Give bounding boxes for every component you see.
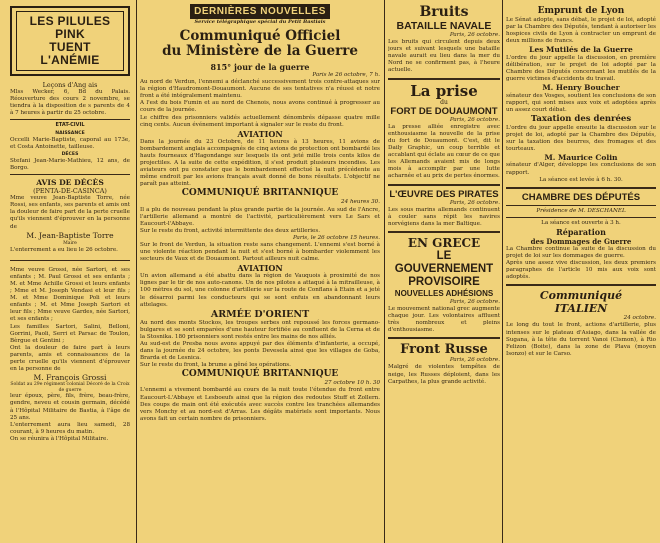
paragraph: La Chambre continue la suite de la discussion du projet de loi sur les dommages de guerre. bbox=[506, 245, 656, 259]
dateline: 27 octobre 10 h. 30 bbox=[324, 380, 380, 387]
paragraph: Le long du tout le front, actions d'artillerie, plus intenses sur le plateau d'Asiago, dans la vallée de Sugana, à la tête du torrent Vanoi (Cismon), à Rio Felizon (Boite), dans la zone de Plava (moyen Isonzo) et sur le Carso. bbox=[506, 322, 656, 357]
dateline: Paris, 26 octobre. bbox=[449, 116, 500, 123]
births-text: Occelli Marie-Baptiste, caporal au 173e, et Costa Antoinette, tailleuse. bbox=[10, 136, 130, 150]
paragraph: Un avion allemand a été abattu dans la région de Vauquois à proximité de nos lignes par le tir de nos auto-canons. Un de nos pilotes a attaqué à la mitrailleuse, à 100 mètres du sol, une colonne d'artillerie sur la route de Conflans à Etain et a jeté le désarroi parmi les conducteurs qui se sont enfuis en abandonnant leurs attelages. bbox=[140, 273, 380, 308]
italien-title-1: Communiqué bbox=[539, 289, 623, 303]
dateline: Paris, le 26 octobre 15 heures. bbox=[292, 234, 380, 241]
avis-place: (PENTA-DE-CASINCA) bbox=[33, 187, 107, 196]
bruits-title: Bruits bbox=[419, 4, 469, 20]
section-aviation: AVIATION bbox=[237, 128, 283, 139]
bruits-subtitle: BATAILLE NAVALE bbox=[396, 20, 492, 32]
adhesions-title: NOUVELLES ADHÉSIONS bbox=[394, 288, 494, 298]
paragraph: Sur le reste du front, activité intermittente des deux artilleries. bbox=[140, 227, 321, 234]
column-left bbox=[0, 0, 134, 543]
column-news bbox=[388, 0, 500, 543]
grossi-text3: Ont la douleur de faire part à leurs parents, amis et connaissances de la perte cruelle qu'ils viennent d'éprouver en la personne de bbox=[10, 344, 130, 373]
deaths-title: DÉCES bbox=[61, 151, 79, 157]
paragraph: Le Sénat adopte, sans débat, le projet de loi, adopté par la Chambre des Députés, tendant à autoriser les hospices civils de Lyon à contracter un emprunt de deux millions de francs. bbox=[506, 17, 656, 45]
dateline: 24 octobre. bbox=[623, 315, 656, 322]
taxation-title: Taxation des denrées bbox=[530, 114, 632, 125]
section-britannique-2: COMMUNIQUÉ BRITANNIQUE bbox=[181, 369, 339, 380]
section-orient: ARMÉE D'ORIENT bbox=[210, 308, 310, 320]
paragraph: L'ennemi a vivement bombardé au cours de la nuit toute l'étendue du front entre Eaucourt-L'Abbaye et Lesboeufs ainsi que la région des redoutes Stuff et Zollern. Des coups de main ont été exécutés avec succès contre les tranchées allemandes vers Monchy et au nord-est d'Arras. Les dégâts matériels sont importants. Nous avons fait un certain nombre de prisonniers. bbox=[140, 387, 380, 422]
paragraph: Le chiffre des prisonniers validés actuellement dénombrés dépasse quatre mille cinq cents. Aucun événement important à signaler sur le reste du front. bbox=[140, 114, 380, 128]
chambre-title: CHAMBRE DES DÉPUTÉS bbox=[521, 191, 641, 203]
headline-1: Communiqué Officiel bbox=[179, 28, 341, 44]
paragraph: Sur le reste du front, la brume a gêné les opérations. bbox=[140, 362, 291, 369]
mutiles-title: Les Mutilés de la Guerre bbox=[529, 45, 633, 55]
paragraph: Au nord de Verdun, l'ennemi a déclanché successivement trois contre-attaques sur la région d'Haudromont-Douaumont. Aucune de ses tentatives n'a réussi et notre front a été intégralement maintenu. bbox=[140, 79, 380, 100]
paragraph: Après une assez vive discussion, les deux premiers paragraphes de l'article 10 mis aux voix sont adoptés. bbox=[506, 260, 656, 281]
paragraph: Sur le front de Verdun, la situation reste sans changement. L'ennemi s'est borné à une violente réaction pendant la nuit et s'est borné à bombarder violemment les secteurs de Vaux et de Douaumont. Partout ailleurs nuit calme. bbox=[140, 241, 380, 263]
colin-title: M. Maurice Colin bbox=[544, 152, 618, 162]
paragraph: Au nord des monts Stockos, les troupes serbes ont repoussé les forces germano-bulgares et se sont emparées d'une hauteur fortifiée au confluent de la Cerna et de la Stosnika. 180 prisonniers sont restés entre les mains de nos alliés. bbox=[140, 319, 380, 340]
avis-name: M. Jean-Baptiste Torre bbox=[26, 230, 114, 240]
etat-civil-title: ETAT-CIVIL bbox=[55, 122, 85, 129]
prise-title: La prise bbox=[410, 81, 478, 100]
avis-role: Maire bbox=[63, 240, 77, 246]
italien-title-2: ITALIEN bbox=[554, 302, 608, 316]
lessons-text: Mlss Wecker, 6, Bd du Palais. Réouverture des cours 2 novembre, se tiendra à la disposition de s parents de 4 à 7 heures à partir du 25 octobre. bbox=[10, 89, 130, 117]
births-title: NAISSANCE bbox=[55, 130, 85, 136]
presidence: Présidence de M. DESCHANEL bbox=[536, 207, 626, 214]
section-aviation-2: AVIATION bbox=[237, 263, 283, 274]
paragraph: L'ordre du jour appelle ensuite la discussion sur le projet de loi, adopté par la Chambre des Députés, sur la taxation des beurres, des fromages et des tourteaux. bbox=[506, 124, 656, 152]
reparation-title-2: des Dommages de Guerre bbox=[530, 236, 632, 246]
ad-line: LES PILULES PINK bbox=[29, 14, 111, 41]
gouv-title-2: PROVISOIRE bbox=[408, 275, 480, 288]
column-main bbox=[140, 0, 380, 543]
reparation-title-1: Réparation bbox=[556, 226, 606, 237]
grossi-name: M. François Grossi bbox=[33, 373, 107, 383]
column-rule bbox=[384, 0, 385, 543]
dateline: Paris, 26 octobre. bbox=[449, 298, 500, 305]
grece-title: EN GRECE bbox=[407, 235, 481, 250]
grossi-text4: leur époux, père, fils, frère, beau-frère, gendre, neveu et cousin germain, décédé à l'Hôpital Militaire de Bastia, à l'âge de 25 ans. bbox=[10, 393, 130, 421]
emprunt-title: Emprunt de Lyon bbox=[537, 6, 625, 16]
paragraph: Au sud-est de Presba nous avons appuyé par des éléments d'infanterie, a occupé, dans la journée du 24 octobre, les ponts Devesela ainsi que les villages de Goba, Brarda et de Lesnica. bbox=[140, 341, 380, 362]
column-rule bbox=[136, 0, 137, 543]
day-title: 815° jour de la guerre bbox=[210, 62, 310, 72]
prise-subtitle: FORT DE DOUAUMONT bbox=[390, 105, 498, 117]
seance-ouverte: La séance est ouverte à 3 h. bbox=[541, 219, 621, 226]
paragraph: Les sous marins allemands continuent à couler sans répit les navires norvégiens dans la mer Baltique. bbox=[388, 206, 500, 227]
paragraph: La presse alliée enregistre avec enthousiasme la nouvelle de la prise du fort de Douaumont. C'est, dit le Daily Graphic, un coup terrible et accablant qui éclate au cœur de ce que les Allemands avaient mis de longs mois à accomplir par une lutte acharnée et au prix de pertes énormes. bbox=[388, 123, 500, 180]
paragraph: Il a plu de nouveau pendant la plus grande partie de la journée. Au sud de l'Ancre, l'artillerie allemand a montré de l'activité, particulièrement vers Le Sars et Eaucourt-l'Abbaye. bbox=[140, 206, 380, 227]
deaths-text: Stefani Jean-Marie-Mathieu, 12 ans, de Borgo. bbox=[10, 157, 130, 172]
ad-line: TUENT L'ANÉMIE bbox=[40, 40, 100, 67]
dateline: 24 heures 30. bbox=[341, 199, 380, 206]
avis-text: Mme veuve Jean-Baptiste Torre, née Rossi, ses enfants, ses parents et amis ont la douleur de faire part de la perte cruelle qu'ils viennent d'éprouver en la personne de bbox=[10, 195, 130, 230]
section-britannique: COMMUNIQUÉ BRITANNIQUE bbox=[181, 188, 339, 199]
paragraph: Dans la journée du 23 Octobre, de 11 heures à 13 heures, 11 avions de bombardement anglais accompagnés de cinq avions de protection ont bombardé les hauts fourneaux d'Hagondange sur lesquels ils ont jeté mille trois cents kilos de projectiles. A la suite de cette expédition, il s'est produit plusieurs incendies. Les aviateurs ont pu constater que le bombardement effectué la nuit précédente au même endroit par les avions français avait donné de bons résultats. L'objectif ne paraît pas atteint. bbox=[140, 138, 380, 188]
seance-levee: La séance est levée à 6 h. 30. bbox=[539, 176, 623, 183]
headline-2: du Ministère de la Guerre bbox=[162, 43, 358, 59]
grossi-text2: Les familles Sartori, Salini, Belloni, Gorrini, Paoli, Serri et Parsac de Toulon, Bèrgue et Gentini ; bbox=[10, 323, 130, 344]
paragraph: L'ordre du jour appelle la discussion, en première délibération, sur le projet de loi adopté par la Chambre des Députés concernant les mutilés de la guerre victimes d'accidents du travail. bbox=[506, 54, 656, 83]
paragraph: A l'est du bois Fumin et au nord de Chenois, nous avons continué à progresser au cours de la journée. bbox=[140, 100, 380, 114]
paragraph: Les bruits qui circulent depuis deux jours et suivant lesquels une bataille navale aurait eu lieu dans la mer du Nord ne se confirment pas, à l'heure actuelle. bbox=[388, 39, 500, 74]
grossi-text5: L'enterrement aura lieu samedi, 28 courant, à 9 heures du matin. bbox=[10, 421, 130, 435]
gouv-title-1: LE GOUVERNEMENT bbox=[394, 249, 494, 275]
dateline: Paris, 26 octobre. bbox=[449, 199, 500, 206]
column-right bbox=[506, 0, 656, 543]
dateline: Paris, 26 octobre. bbox=[449, 357, 500, 364]
dateline: Paris, 26 octobre. bbox=[449, 32, 500, 38]
prise-du: du bbox=[440, 98, 448, 106]
lessons-title: Leçons d'Ang ais bbox=[42, 81, 98, 89]
paragraph: sénateur d'Alger, développe les conclusions de son rapport. bbox=[506, 162, 656, 176]
banner bbox=[190, 4, 330, 19]
avis-text2: L'enterrement a eu lieu le 26 octobre. bbox=[10, 246, 118, 253]
banner-sub: Service télégraphique spécial du Petit Bastiais bbox=[194, 19, 326, 25]
grossi-text6: On se réunira à l'Hôpital Militaire. bbox=[10, 435, 109, 442]
pink-pills-ad bbox=[10, 6, 130, 76]
column-rule bbox=[502, 0, 503, 543]
banner-title: DERNIÈRES NOUVELLES bbox=[194, 6, 326, 17]
front-title: Front Russe bbox=[400, 342, 488, 358]
grossi-text: Mme veuve Grossi, née Sartori, et ses enfants ; M. Paul Grossi et ses enfants ; M. et Mme Achille Grossi et leurs enfants ; Mme et M. Joseph Vendasi et leur fils ; M. et Mme Dominique Poli et leurs enfants ; M. et Mme Joseph Sartori et leur fils ; Mme veuve Gardes, née Sartori, et ses enfants ; bbox=[10, 266, 130, 323]
paragraph: sénateur des Vosges, soutient les conclusions de son rapport, qui sont mises aux voix et adoptées après un assez court débat. bbox=[506, 92, 656, 113]
oeuvres-title: L'ŒUVRE DES PIRATES bbox=[389, 188, 499, 200]
paragraph: Malgré de violentes tempêtes de neige, les Russes déploient, dans les Carpathes, la plus grande activité. bbox=[388, 364, 500, 385]
grossi-role: Soldat au 29e régiment colonial Décoré de la Croix de guerre bbox=[10, 382, 130, 393]
paragraph: Le mouvement national grec augmente chaque jour. Les volontaires affluent très nombreux et pleins d'enthousiasme. bbox=[388, 305, 500, 334]
avis-title: AVIS DE DÉCÈS bbox=[36, 178, 104, 188]
dateline: Paris le 26 octobre, 7 h. bbox=[312, 72, 380, 78]
boucher-title: M. Henry Boucher bbox=[542, 83, 620, 93]
